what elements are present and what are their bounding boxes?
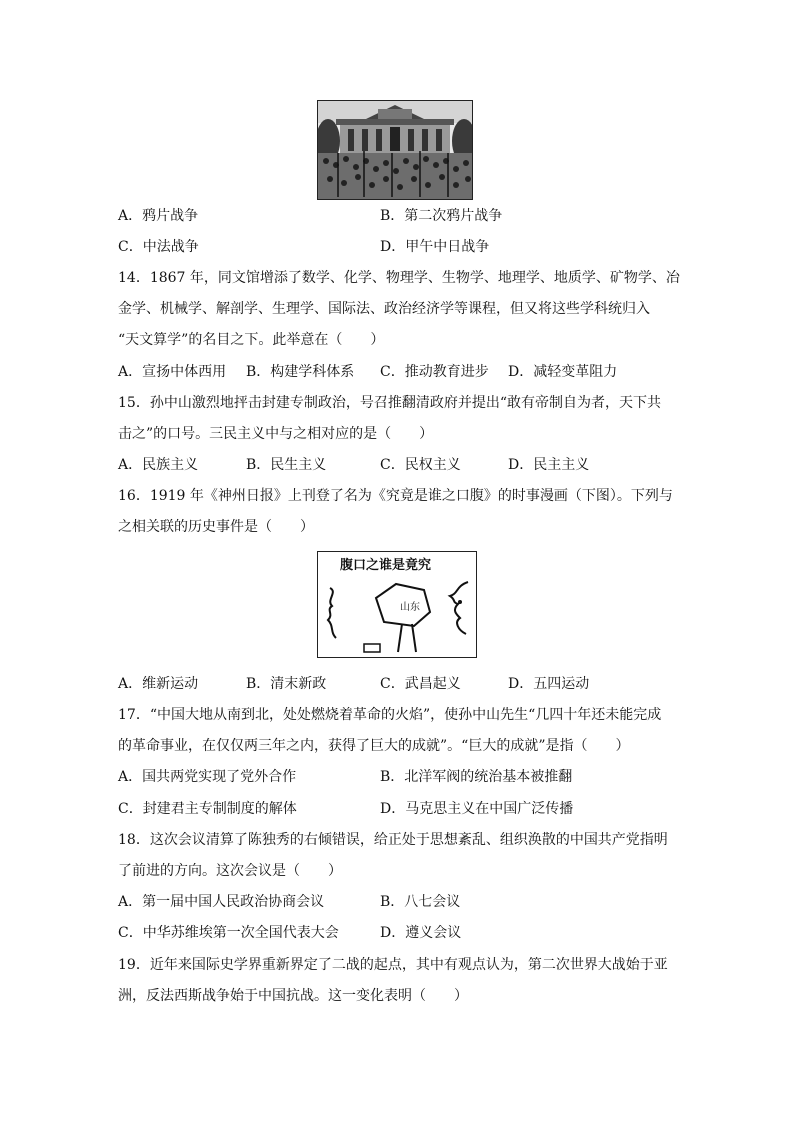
- q19-stem-line-2: 洲，反法西斯战争始于中国抗战。这一变化表明（ ）: [118, 988, 468, 1004]
- q18-option-b: B．八七会议: [380, 894, 461, 910]
- q15-stem-line-1: 15．孙中山激烈地抨击封建专制政治，号召推翻清政府并提出“敢有帝制自为者，天下共: [118, 395, 661, 411]
- q16-option-c: C．武昌起义: [380, 676, 461, 692]
- palace-engraving-image: [317, 100, 473, 200]
- q14-option-d: D．减轻变革阻力: [508, 364, 618, 380]
- q15-option-b: B．民生主义: [246, 457, 327, 473]
- q14-stem-line-3: “天文算学”的名目之下。此举意在（ ）: [118, 332, 385, 348]
- q13-option-c: C．中法战争: [118, 239, 199, 255]
- q18-option-d: D．遵义会议: [380, 925, 462, 941]
- q17-option-b: B．北洋军阀的统治基本被推翻: [380, 769, 573, 785]
- q18-stem-line-1: 18．这次会议清算了陈独秀的右倾错误，给正处于思想紊乱、组织涣散的中国共产党指明: [118, 832, 668, 848]
- q15-option-d: D．民主主义: [508, 457, 590, 473]
- q14-option-c: C．推动教育进步: [380, 364, 489, 380]
- q14-option-b: B．构建学科体系: [246, 364, 355, 380]
- cartoon-sign-text: 山东: [400, 602, 420, 613]
- q18-option-c: C．中华苏维埃第一次全国代表大会: [118, 925, 339, 941]
- q16-option-b: B．清末新政: [246, 676, 327, 692]
- q17-option-d: D．马克思主义在中国广泛传播: [380, 801, 574, 817]
- political-cartoon-image: [317, 551, 477, 658]
- q14-stem-line-1: 14．1867 年，同文馆增添了数学、化学、物理学、生物学、地理学、地质学、矿物学、冶: [118, 270, 680, 286]
- q17-option-c: C．封建君主专制制度的解体: [118, 801, 297, 817]
- q15-option-c: C．民权主义: [380, 457, 461, 473]
- q14-stem-line-2: 金学、机械学、解剖学、生理学、国际法、政治经济学等课程，但又将这些学科统归入: [118, 301, 650, 317]
- q16-option-d: D．五四运动: [508, 676, 590, 692]
- q16-option-a: A．维新运动: [118, 676, 199, 692]
- q16-stem-line-1: 16．1919 年《神州日报》上刊登了名为《究竟是谁之口腹》的时事漫画（下图）。下列与: [118, 488, 673, 504]
- q13-option-a: A．鸦片战争: [118, 208, 199, 224]
- q14-option-a: A．宣扬中体西用: [118, 364, 227, 380]
- q17-stem-line-2: 的革命事业，在仅仅两三年之内，获得了巨大的成就”。“巨大的成就”是指（ ）: [118, 738, 630, 754]
- q15-option-a: A．民族主义: [118, 457, 199, 473]
- q17-stem-line-1: 17．“中国大地从南到北，处处燃烧着革命的火焰”，使孙中山先生“几四十年还未能完成: [118, 707, 662, 723]
- q19-stem-line-1: 19．近年来国际史学界重新界定了二战的起点，其中有观点认为，第二次世界大战始于亚: [118, 957, 668, 973]
- q16-stem-line-2: 之相关联的历史事件是（ ）: [118, 519, 314, 535]
- q13-option-d: D．甲午中日战争: [380, 239, 490, 255]
- q15-stem-line-2: 击之”的口号。三民主义中与之相对应的是（ ）: [118, 426, 434, 442]
- cartoon-title-text: 腹口之谁是竟究: [340, 558, 432, 573]
- q18-stem-line-2: 了前进的方向。这次会议是（ ）: [118, 863, 342, 879]
- q17-option-a: A．国共两党实现了党外合作: [118, 769, 297, 785]
- q18-option-a: A．第一届中国人民政治协商会议: [118, 894, 325, 910]
- q13-option-b: B．第二次鸦片战争: [380, 208, 503, 224]
